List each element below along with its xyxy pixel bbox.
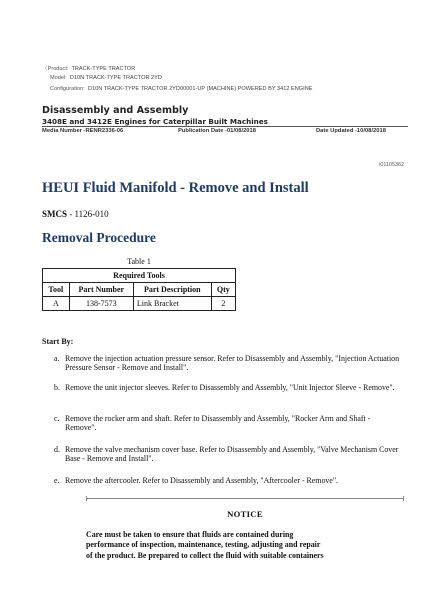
- notice-line: Care must be taken to ensure that fluids are contained during: [86, 530, 294, 539]
- list-item-text: Remove the rocker arm and shaft. Refer to Disassembly and Assembly, "Rocker Arm and Shaft - Remove".: [65, 414, 371, 433]
- cell-qty: 2: [211, 297, 235, 311]
- table-title: Required Tools: [43, 269, 236, 283]
- table-row: [43, 297, 236, 311]
- engine-subtitle: 3408E and 3412E Engines for Caterpillar Built Machines: [42, 117, 268, 126]
- list-item-letter: d.: [54, 445, 60, 454]
- column-header-part-description: Part Description: [133, 283, 211, 297]
- notice-divider-right-tick: [403, 496, 404, 501]
- list-item-letter: b.: [54, 383, 60, 392]
- product-label: 〈Product:: [42, 66, 69, 72]
- list-item-text: Remove the injection actuation pressure sensor. Refer to Disassembly and Assembly, "Injection Actuation Pressure Sensor - Remove and Install".: [65, 354, 400, 373]
- product-line: [42, 64, 135, 72]
- smcs-value: - 1126-010: [67, 209, 109, 219]
- list-item-letter: e.: [54, 476, 60, 485]
- header-divider: [42, 126, 408, 127]
- notice-text: [86, 530, 386, 561]
- list-item: [54, 354, 404, 373]
- required-tools-table: [42, 268, 236, 311]
- list-item: [54, 414, 404, 433]
- configuration-value: D10N TRACK-TYPE TRACTOR 2YD00001-UP (MACHINE) POWERED BY 3412 ENGINE: [87, 86, 313, 92]
- model-value: D10N TRACK-TYPE TRACTOR 2YD: [69, 75, 162, 81]
- start-by-label: Start By:: [42, 337, 74, 346]
- configuration-label: Configuration:: [50, 86, 85, 92]
- smcs-code: [42, 209, 109, 219]
- list-item-text: Remove the unit injector sleeves. Refer to Disassembly and Assembly, "Unit Injector Sleeve - Remove".: [65, 383, 395, 392]
- notice-title: NOTICE: [227, 509, 263, 519]
- page-title: HEUI Fluid Manifold - Remove and Install: [42, 180, 309, 196]
- document-id: i01105362: [379, 162, 404, 168]
- media-number: Media Number -RENR2336-06: [42, 128, 124, 134]
- section-heading: Disassembly and Assembly: [42, 105, 189, 116]
- notice-line: of the product. Be prepared to collect the fluid with suitable containers: [86, 550, 324, 560]
- date-updated: Date Updated -10/08/2018: [316, 128, 386, 134]
- model-label: Model:: [50, 75, 67, 81]
- configuration-line: [50, 86, 312, 92]
- notice-divider-left-tick: [86, 496, 87, 501]
- smcs-label: SMCS: [42, 209, 68, 219]
- cell-part-number: 138-7573: [69, 297, 133, 311]
- table-caption: Table 1: [127, 257, 151, 266]
- table-header-row: [43, 283, 236, 297]
- list-item: [54, 445, 404, 464]
- cell-part-description: Link Bracket: [133, 297, 211, 311]
- cell-tool: A: [43, 297, 70, 311]
- column-header-part-number: Part Number: [69, 283, 133, 297]
- list-item-text: Remove the valve mechanism cover base. Refer to Disassembly and Assembly, "Valve Mechanism Cover Base - Remove and Install".: [65, 445, 399, 464]
- column-header-tool: Tool: [43, 283, 70, 297]
- list-item: [54, 476, 404, 485]
- product-value: TRACK-TYPE TRACTOR: [71, 66, 136, 72]
- table-title-row: [43, 269, 236, 283]
- notice-divider: [86, 498, 404, 499]
- procedure-heading: Removal Procedure: [42, 230, 156, 245]
- notice-line: performance of inspection, maintenance, testing, adjusting and repair: [86, 540, 321, 550]
- list-item: [54, 383, 404, 392]
- list-item-text: Remove the aftercooler. Refer to Disassembly and Assembly, "Aftercooler - Remove".: [65, 476, 339, 485]
- list-item-letter: a.: [54, 354, 60, 363]
- publication-date: Publication Date -01/08/2018: [178, 128, 256, 134]
- column-header-qty: Qty: [211, 283, 235, 297]
- model-line: [50, 75, 162, 81]
- list-item-letter: c.: [54, 414, 60, 423]
